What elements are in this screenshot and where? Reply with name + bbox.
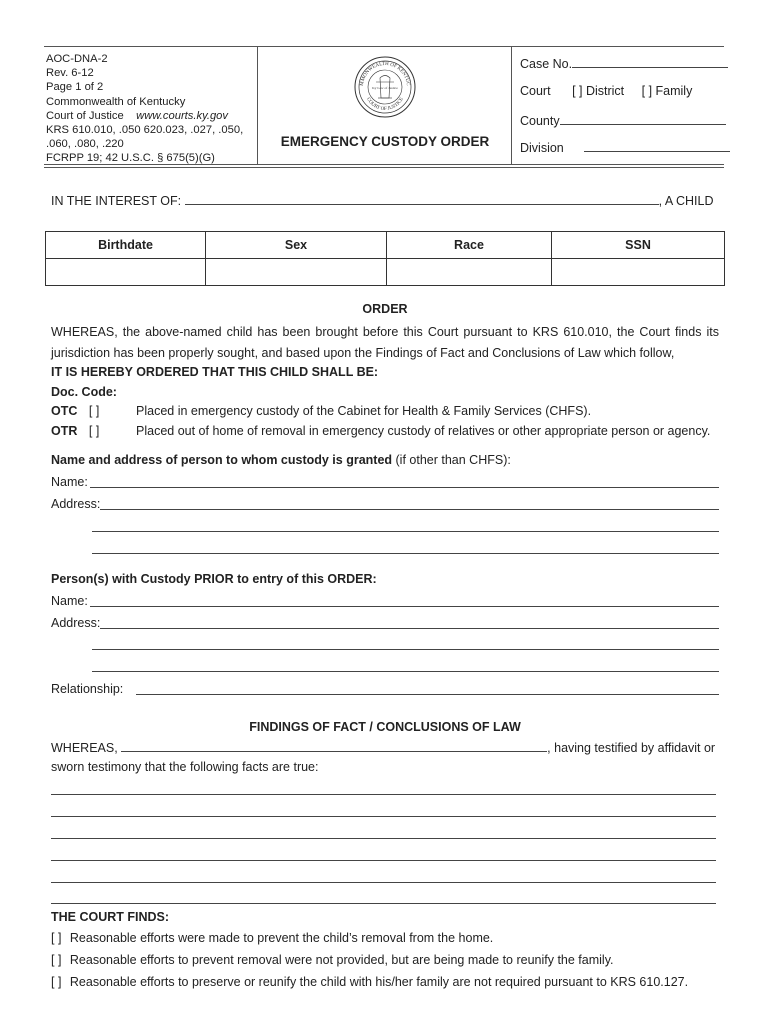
- header-bottom-rule-2: [44, 167, 724, 168]
- district-checkbox[interactable]: [ ] District: [572, 84, 625, 98]
- website: www.courts.ky.gov: [136, 109, 228, 122]
- custody-granted-heading: Name and address of person to whom custody is granted: [51, 453, 393, 467]
- form-id: AOC-DNA-2: [46, 53, 108, 65]
- findings-whereas-row: [51, 739, 715, 755]
- prior-address-label: Address:: [51, 616, 101, 630]
- facts-line-4[interactable]: [51, 860, 716, 861]
- case-no-label: Case No.: [520, 57, 573, 71]
- prior-address-field-2[interactable]: [92, 649, 719, 650]
- court-line: [46, 109, 243, 123]
- table-header-row: [46, 232, 725, 259]
- race-header: Race: [387, 232, 552, 259]
- court-finds-item-1: [51, 931, 493, 945]
- birthdate-header: Birthdate: [46, 232, 206, 259]
- sworn-testimony: sworn testimony that the following facts are true:: [51, 760, 319, 774]
- granted-address-field-3[interactable]: [92, 553, 719, 554]
- otr-row: [51, 424, 711, 438]
- prior-name-field[interactable]: [90, 606, 719, 607]
- ordered-statement: IT IS HEREBY ORDERED THAT THIS CHILD SHALL BE:: [51, 365, 379, 379]
- granted-address-field-2[interactable]: [92, 531, 719, 532]
- krs-line-2: .060, .080, .220: [46, 138, 124, 151]
- birthdate-cell[interactable]: [46, 259, 206, 286]
- doc-code-label: Doc. Code:: [51, 385, 117, 399]
- granted-address-row: [51, 497, 100, 511]
- svg-text:Ky Law of Justice: Ky Law of Justice: [372, 86, 398, 90]
- court-finds-text-2: Reasonable efforts to prevent removal were not provided, but are being made to reunify the family.: [69, 953, 614, 967]
- division-label: Division: [520, 141, 564, 155]
- form-title: EMERGENCY CUSTODY ORDER: [280, 134, 490, 149]
- findings-whereas-suffix: , having testified by affidavit or: [547, 741, 716, 755]
- fcrpp-line: FCRPP 19; 42 U.S.C. § 675(5)(G): [46, 152, 215, 165]
- otr-checkbox[interactable]: [ ]: [88, 424, 100, 438]
- case-no-row: [520, 55, 728, 71]
- division-row: [520, 141, 730, 155]
- facts-line-3[interactable]: [51, 838, 716, 839]
- interest-label: IN THE INTEREST OF:: [51, 194, 182, 208]
- krs-line-1: KRS 610.010, .050 620.023, .027, .050,: [46, 124, 244, 137]
- commonwealth: Commonwealth of Kentucky: [46, 95, 186, 108]
- court-finds-text-3: Reasonable efforts to preserve or reunify the child with his/her family are not required pursuant to KRS 610.127.: [69, 975, 689, 989]
- otr-text: Placed out of home of removal in emergency custody of relatives or other appropriate person or agency.: [136, 424, 711, 438]
- otc-code: OTC: [51, 404, 78, 418]
- facts-line-1[interactable]: [51, 794, 716, 795]
- granted-name-row: [51, 475, 88, 489]
- facts-line-5[interactable]: [51, 882, 716, 883]
- child-info-table: [45, 231, 725, 286]
- otc-row: [51, 404, 592, 418]
- prior-address-field-1[interactable]: [100, 628, 719, 629]
- table-row: [46, 259, 725, 286]
- court-finds-checkbox-2[interactable]: [ ]: [51, 953, 62, 967]
- ssn-header: SSN: [552, 232, 725, 259]
- sex-header: Sex: [206, 232, 387, 259]
- prior-name-label: Name:: [51, 594, 88, 608]
- prior-custody-heading: Person(s) with Custody PRIOR to entry of this ORDER:: [51, 572, 377, 586]
- otr-code: OTR: [51, 424, 78, 438]
- court-finds-checkbox-1[interactable]: [ ]: [51, 931, 62, 945]
- order-whereas: WHEREAS, the above-named child has been brought before this Court pursuant to KRS 610.010, the Court finds its jurisdiction has been properly sought, and based upon the Findings of Fact and Conclusions of Law which follow,: [51, 325, 719, 360]
- header-top-rule: [44, 46, 724, 47]
- interest-row: [51, 192, 713, 208]
- sex-cell[interactable]: [206, 259, 387, 286]
- court-seal-icon: [354, 56, 416, 118]
- prior-address-row: [51, 616, 100, 630]
- prior-address-field-3[interactable]: [92, 671, 719, 672]
- court-finds-item-3: [51, 975, 688, 989]
- header-divider-left: [257, 46, 258, 164]
- county-label: County: [520, 114, 560, 128]
- order-heading: ORDER: [362, 302, 408, 316]
- case-no-field[interactable]: [572, 55, 728, 68]
- county-field[interactable]: [560, 112, 726, 125]
- header-divider-right: [511, 46, 512, 164]
- granted-address-label: Address:: [51, 497, 101, 511]
- court-finds-checkbox-3[interactable]: [ ]: [51, 975, 62, 989]
- otc-text: Placed in emergency custody of the Cabinet for Health & Family Services (CHFS).: [136, 404, 592, 418]
- otc-checkbox[interactable]: [ ]: [88, 404, 100, 418]
- division-field[interactable]: [584, 141, 730, 152]
- family-checkbox[interactable]: [ ] Family: [641, 84, 693, 98]
- prior-name-row: [51, 594, 88, 608]
- interest-suffix: , A CHILD: [658, 194, 714, 208]
- custody-granted-note: (if other than CHFS):: [392, 453, 511, 467]
- facts-line-2[interactable]: [51, 816, 716, 817]
- child-name-field[interactable]: [185, 192, 659, 205]
- county-row: [520, 112, 726, 128]
- granted-name-field[interactable]: [90, 487, 719, 488]
- svg-text:COURT OF JUSTICE: COURT OF JUSTICE: [365, 96, 405, 113]
- page-number: Page 1 of 2: [46, 81, 104, 94]
- granted-name-label: Name:: [51, 475, 88, 489]
- relationship-row: [51, 682, 123, 696]
- custody-granted-heading-row: [51, 453, 511, 467]
- relationship-label: Relationship:: [51, 682, 124, 696]
- relationship-field[interactable]: [136, 694, 719, 695]
- header-left-info: [46, 52, 243, 166]
- race-cell[interactable]: [387, 259, 552, 286]
- court-finds-item-2: [51, 953, 614, 967]
- court-finds-heading: THE COURT FINDS:: [51, 910, 170, 924]
- court-finds-text-1: Reasonable efforts were made to prevent the child’s removal from the home.: [69, 931, 494, 945]
- court-of-justice: Court of Justice: [46, 109, 124, 122]
- court-label: Court: [520, 84, 551, 98]
- affiant-field[interactable]: [121, 739, 547, 752]
- court-type-row: [520, 84, 692, 98]
- form-rev: Rev. 6-12: [46, 67, 94, 80]
- ssn-cell[interactable]: [552, 259, 725, 286]
- svg-text:COMMONWEALTH OF KENTUCKY: MMONWEALTH OF KENTUC: [359, 61, 410, 87]
- findings-whereas: WHEREAS,: [51, 741, 118, 755]
- findings-heading: FINDINGS OF FACT / CONCLUSIONS OF LAW: [249, 720, 521, 734]
- granted-address-field-1[interactable]: [100, 509, 719, 510]
- facts-line-6[interactable]: [51, 903, 716, 904]
